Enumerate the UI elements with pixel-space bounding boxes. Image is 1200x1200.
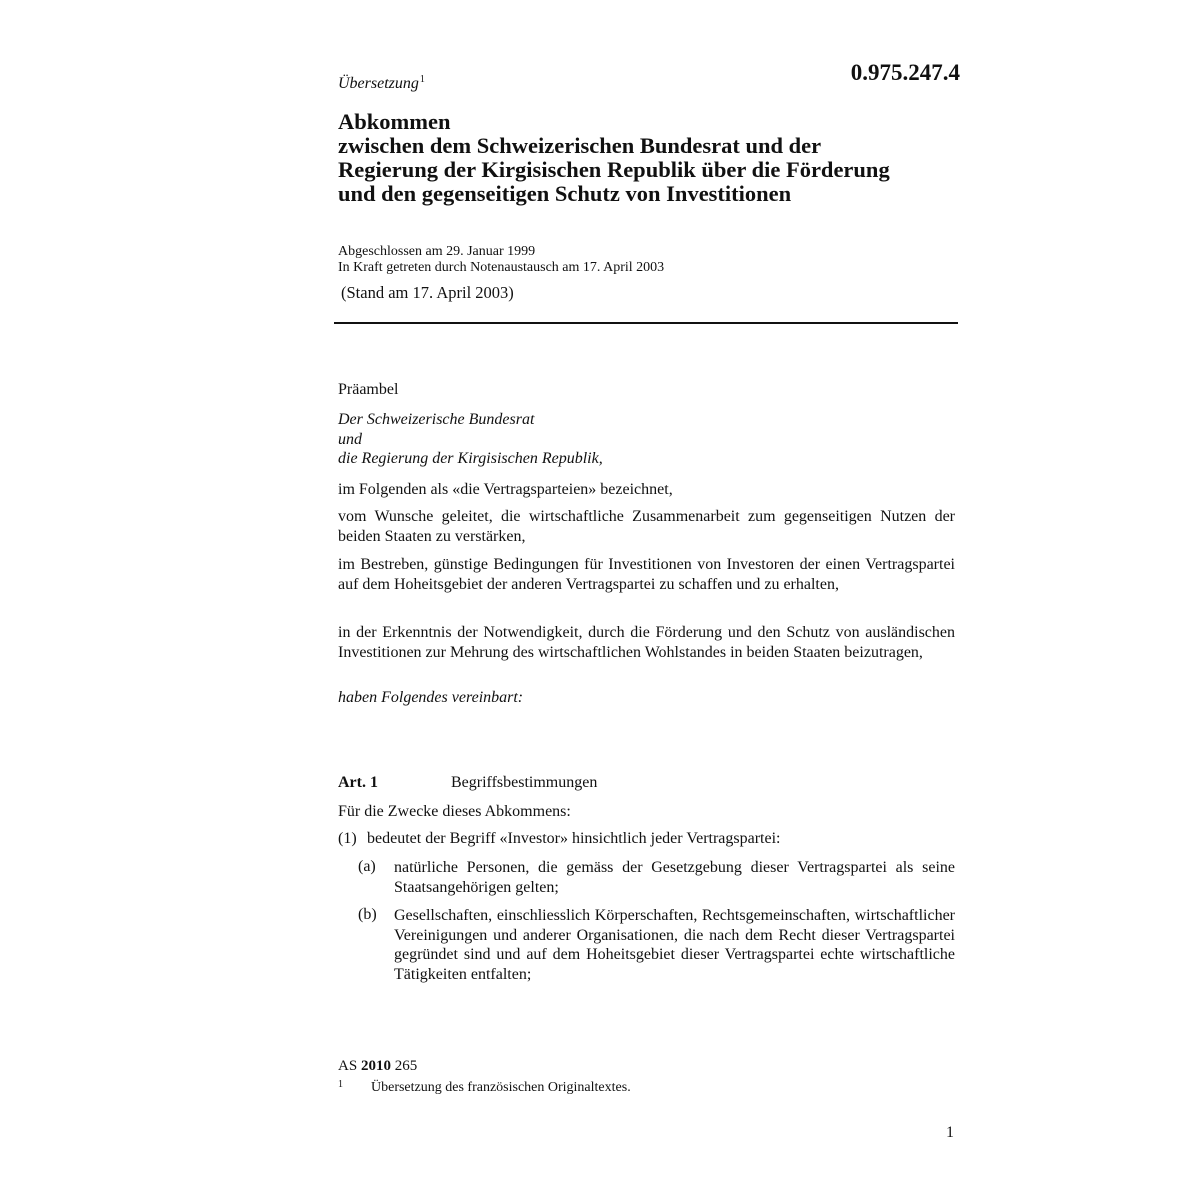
title-line: Regierung der Kirgisischen Republik über die Förderung	[338, 157, 890, 182]
page-number: 1	[946, 1124, 954, 1141]
subitem-label: (a)	[358, 858, 376, 875]
preamble-paragraph: in der Erkenntnis der Notwendigkeit, durch die Förderung und den Schutz von ausländischen Investitionen zur Mehrung des wirtschaftlichen Wohlstandes in beiden Staaten beizutragen,	[338, 624, 955, 661]
as-page: 265	[394, 1058, 418, 1074]
agreement-statement: haben Folgendes vereinbart:	[338, 689, 524, 706]
concluded-date: Abgeschlossen am 29. Januar 1999	[338, 244, 536, 259]
item-text: bedeutet der Begriff «Investor» hinsichtlich jeder Vertragspartei:	[367, 830, 781, 847]
item-label: (1)	[338, 830, 357, 847]
preamble-paragraph: im Folgenden als «die Vertragsparteien» bezeichnet,	[338, 481, 673, 498]
footnote-text: Übersetzung des französischen Originaltextes.	[371, 1080, 631, 1095]
header-divider	[334, 322, 958, 324]
party-line: Der Schweizerische Bundesrat	[338, 411, 535, 428]
translation-label	[338, 74, 425, 93]
status-date: (Stand am 17. April 2003)	[341, 283, 514, 302]
title-line: und den gegenseitigen Schutz von Investitionen	[338, 181, 792, 206]
party-line: die Regierung der Kirgisischen Republik,	[338, 450, 603, 467]
article-title: Begriffsbestimmungen	[451, 774, 598, 791]
footnote-reference[interactable]: 1	[419, 74, 425, 85]
preamble-paragraph: vom Wunsche geleitet, die wirtschaftliche Zusammenarbeit zum gegenseitigen Nutzen der beiden Staaten zu verstärken,	[338, 508, 955, 545]
official-collection-reference	[338, 1058, 417, 1075]
article-number: Art. 1	[338, 774, 378, 791]
as-prefix: AS	[338, 1058, 358, 1074]
title-line: Abkommen	[338, 109, 451, 134]
footnote-number: 1	[338, 1079, 343, 1090]
party-line: und	[338, 430, 362, 448]
subitem-text: Gesellschaften, einschliesslich Körperschaften, Rechtsgemeinschaften, wirtschaftlicher Vereinigungen und anderer Organisationen, die nach dem Recht dieser Vertragspartei gegründet sind und auf dem Hoheitsgebiet dieser Vertragspartei echte wirtschaftliche Tätigkeiten entfalten;	[394, 907, 955, 983]
document-meta	[338, 244, 958, 276]
as-year: 2010	[360, 1058, 391, 1074]
title-line: zwischen dem Schweizerischen Bundesrat und der	[338, 133, 822, 158]
preamble-heading: Präambel	[338, 381, 399, 398]
in-force-date: In Kraft getreten durch Notenaustausch am 17. April 2003	[338, 260, 665, 275]
contracting-parties	[338, 410, 958, 469]
translation-label-text: Übersetzung	[338, 75, 419, 92]
subitem-label: (b)	[358, 906, 377, 923]
article-intro: Für die Zwecke dieses Abkommens:	[338, 803, 571, 820]
sr-number: 0.975.247.4	[850, 60, 960, 85]
subitem-text: natürliche Personen, die gemäss der Gesetzgebung dieser Vertragspartei als seine Staatsangehörigen gelten;	[394, 859, 955, 896]
document-title	[338, 110, 958, 206]
preamble-paragraph: im Bestreben, günstige Bedingungen für Investitionen von Investoren der einen Vertragspartei auf dem Hoheitsgebiet der anderen Vertragspartei zu schaffen und zu erhalten,	[338, 556, 955, 593]
